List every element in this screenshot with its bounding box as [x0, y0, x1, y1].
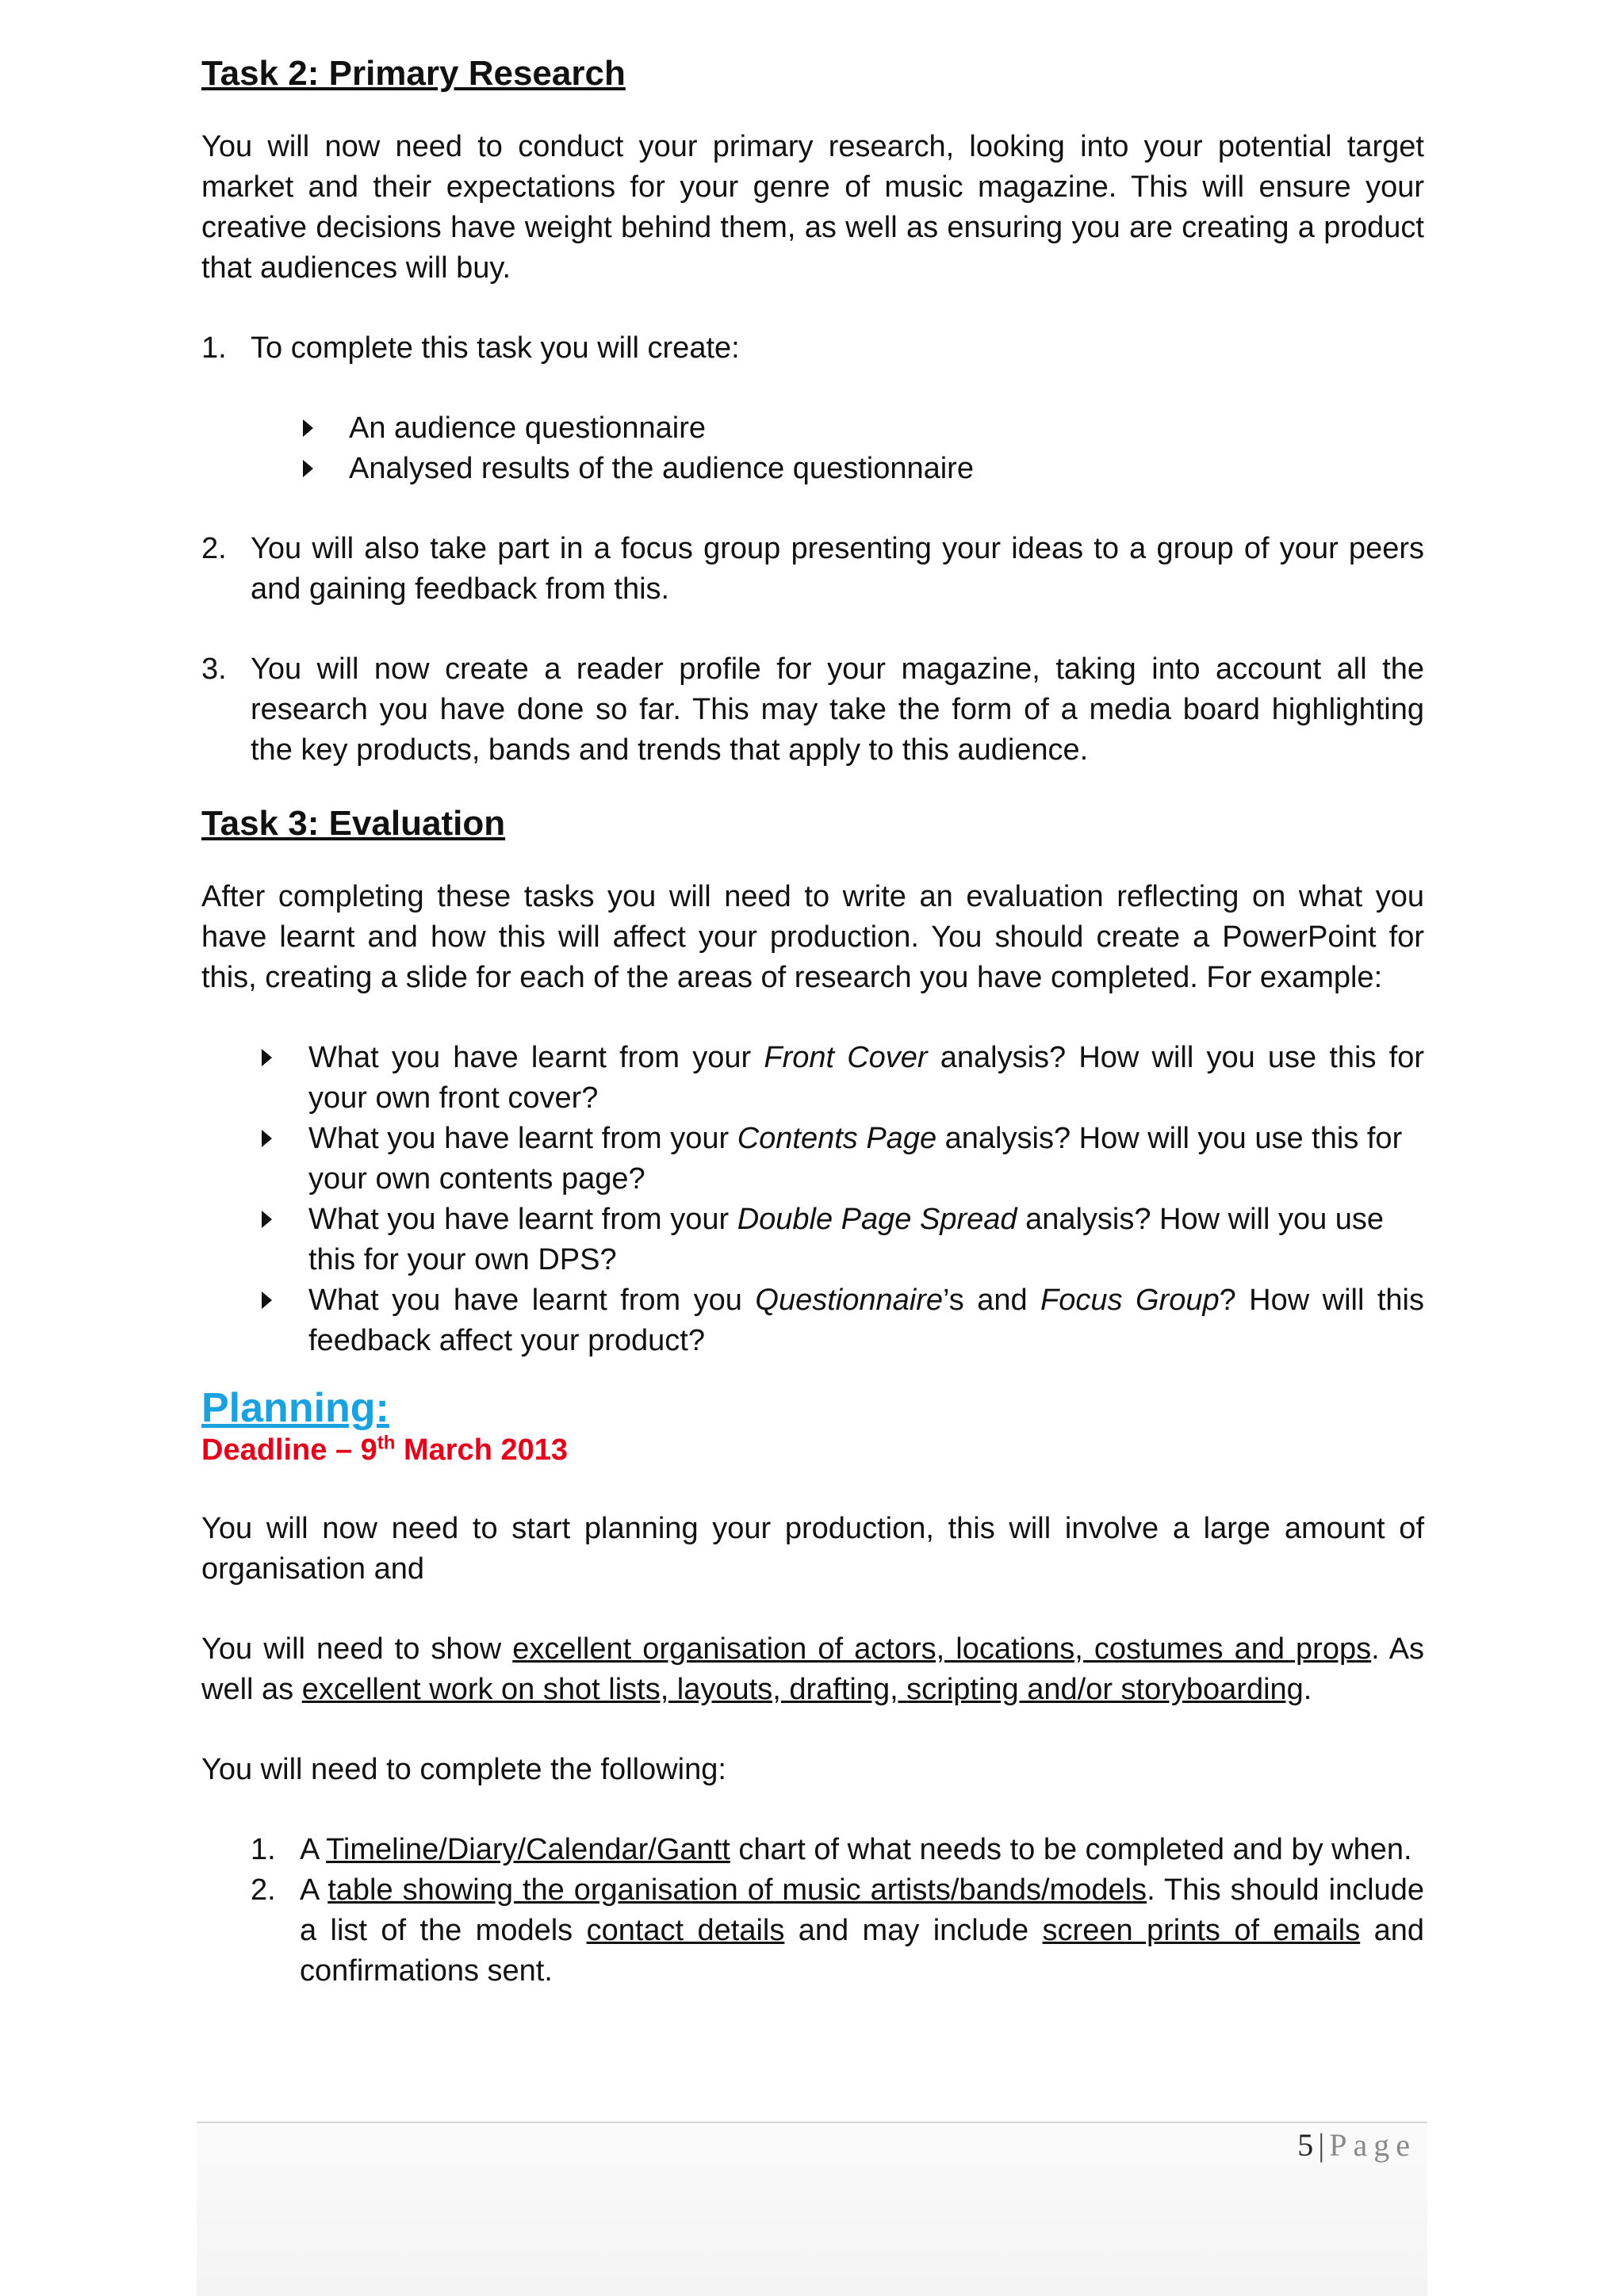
item-number: 1.: [251, 1833, 276, 1866]
planning-item-1: [251, 1830, 1424, 1870]
planning-heading: Planning:: [201, 1385, 389, 1431]
task3-bullet-3: [201, 1200, 1424, 1280]
bullet-arrow-icon: [303, 460, 313, 477]
underlined-text: contact details: [586, 1914, 785, 1947]
paragraph-text: .: [1303, 1673, 1312, 1706]
underlined-text: table showing the organisation of music artists/bands/models: [327, 1873, 1147, 1907]
deadline-ordinal: th: [377, 1432, 396, 1454]
page-number: 5: [1297, 2127, 1314, 2163]
task2-heading: Task 2: Primary Research: [201, 54, 626, 93]
item-text: To complete this task you will create:: [251, 331, 740, 365]
task2-item-2: [201, 529, 1424, 610]
bullet-arrow-icon: [262, 1211, 272, 1228]
paragraph-text: . As well as: [201, 1632, 1424, 1706]
task2-item-3: [201, 649, 1424, 771]
item-text: A: [300, 1873, 328, 1907]
bullet-text: Analysed results of the audience questionnaire: [349, 452, 974, 485]
item-number: 1.: [201, 331, 227, 365]
bullet-arrow-icon: [303, 419, 313, 437]
bullet-text: analysis? How will you use this for your own contents page?: [308, 1122, 1403, 1196]
planning-list: [201, 1830, 1424, 1992]
task2-bullet-1: [201, 408, 1424, 449]
item-number: 2.: [251, 1873, 276, 1907]
deadline-text: Deadline – 9: [201, 1433, 377, 1467]
task2-bullet-2: [201, 449, 1424, 489]
bullet-arrow-icon: [262, 1130, 272, 1147]
bullet-text: ? How will this feedback affect your product?: [308, 1284, 1424, 1357]
bullet-emphasis: Questionnaire: [755, 1284, 943, 1317]
bullet-text: What you have learnt from your: [308, 1122, 737, 1155]
planning-paragraph-1: You will now need to start planning your production, this will involve a large amount of organisation and: [201, 1512, 1424, 1586]
bullet-arrow-icon: [262, 1292, 272, 1309]
task2-intro: You will now need to conduct your primary research, looking into your potential target market and their expectations for your genre of music magazine. This will ensure your creative decisions have weight behind them, as well as ensuring you are creating a product that audiences will buy.: [201, 130, 1424, 285]
bullet-text: An audience questionnaire: [349, 411, 707, 445]
bullet-arrow-icon: [262, 1049, 272, 1066]
bullet-text: analysis? How will you use this for your own front cover?: [308, 1041, 1424, 1115]
task3-bullet-1: [201, 1038, 1424, 1119]
item-text: and may include: [784, 1914, 1043, 1947]
footer-background: [197, 2123, 1427, 2296]
item-text: chart of what needs to be completed and by when.: [730, 1833, 1412, 1866]
task3-intro: After completing these tasks you will need to write an evaluation reflecting on what you have learnt and how this will affect your production. You should create a PowerPoint for this, creating a slide for each of the areas of research you have completed. For example:: [201, 880, 1424, 994]
paragraph-text: You will need to show: [201, 1632, 513, 1666]
bullet-emphasis: Front Cover: [764, 1041, 928, 1074]
page-content: [201, 46, 1424, 1992]
task3-bullet-2: [201, 1119, 1424, 1200]
item-text: You will now create a reader profile for your magazine, taking into account all the research you have done so far. This may take the form of a media board highlighting the key products, bands and trends that apply to this audience.: [251, 652, 1424, 767]
bullet-text: What you have learnt from your: [308, 1203, 737, 1236]
item-number: 3.: [201, 652, 227, 686]
underlined-text: Timeline/Diary/Calendar/Gantt: [326, 1833, 730, 1866]
footer-separator: |: [1318, 2127, 1325, 2163]
item-text: and confirmations sent.: [300, 1914, 1425, 1988]
underlined-text: screen prints of emails: [1042, 1914, 1361, 1947]
underlined-text: excellent organisation of actors, locations, costumes and props: [512, 1632, 1372, 1666]
bullet-text: What you have learnt from you: [308, 1284, 756, 1317]
task3-heading: Task 3: Evaluation: [201, 804, 506, 843]
bullet-emphasis: Double Page Spread: [737, 1203, 1017, 1236]
planning-deadline: [201, 1431, 1424, 1469]
deadline-text: March 2013: [395, 1433, 568, 1467]
task2-item-1: [201, 328, 1424, 369]
planning-paragraph-3: You will need to complete the following:: [201, 1753, 726, 1786]
item-number: 2.: [201, 532, 227, 565]
task3-bullet-4: [201, 1280, 1424, 1361]
page-label: Page: [1329, 2127, 1416, 2163]
underlined-text: excellent work on shot lists, layouts, drafting, scripting and/or storyboarding: [301, 1673, 1304, 1706]
footer-divider: [197, 2122, 1427, 2123]
bullet-text: analysis? How will you use this for your own DPS?: [308, 1203, 1385, 1276]
bullet-emphasis: Focus Group: [1040, 1284, 1220, 1317]
bullet-emphasis: Contents Page: [737, 1122, 937, 1155]
item-text: . This should include a list of the models: [300, 1873, 1424, 1947]
planning-paragraph-2: [201, 1629, 1424, 1710]
bullet-text: What you have learnt from your: [308, 1041, 764, 1074]
page-footer: [1297, 2126, 1416, 2164]
planning-item-2: [251, 1870, 1424, 1992]
item-text: You will also take part in a focus group presenting your ideas to a group of your peers and gaining feedback from this.: [251, 532, 1424, 606]
bullet-text: ’s and: [942, 1284, 1041, 1317]
item-text: A: [300, 1833, 327, 1866]
